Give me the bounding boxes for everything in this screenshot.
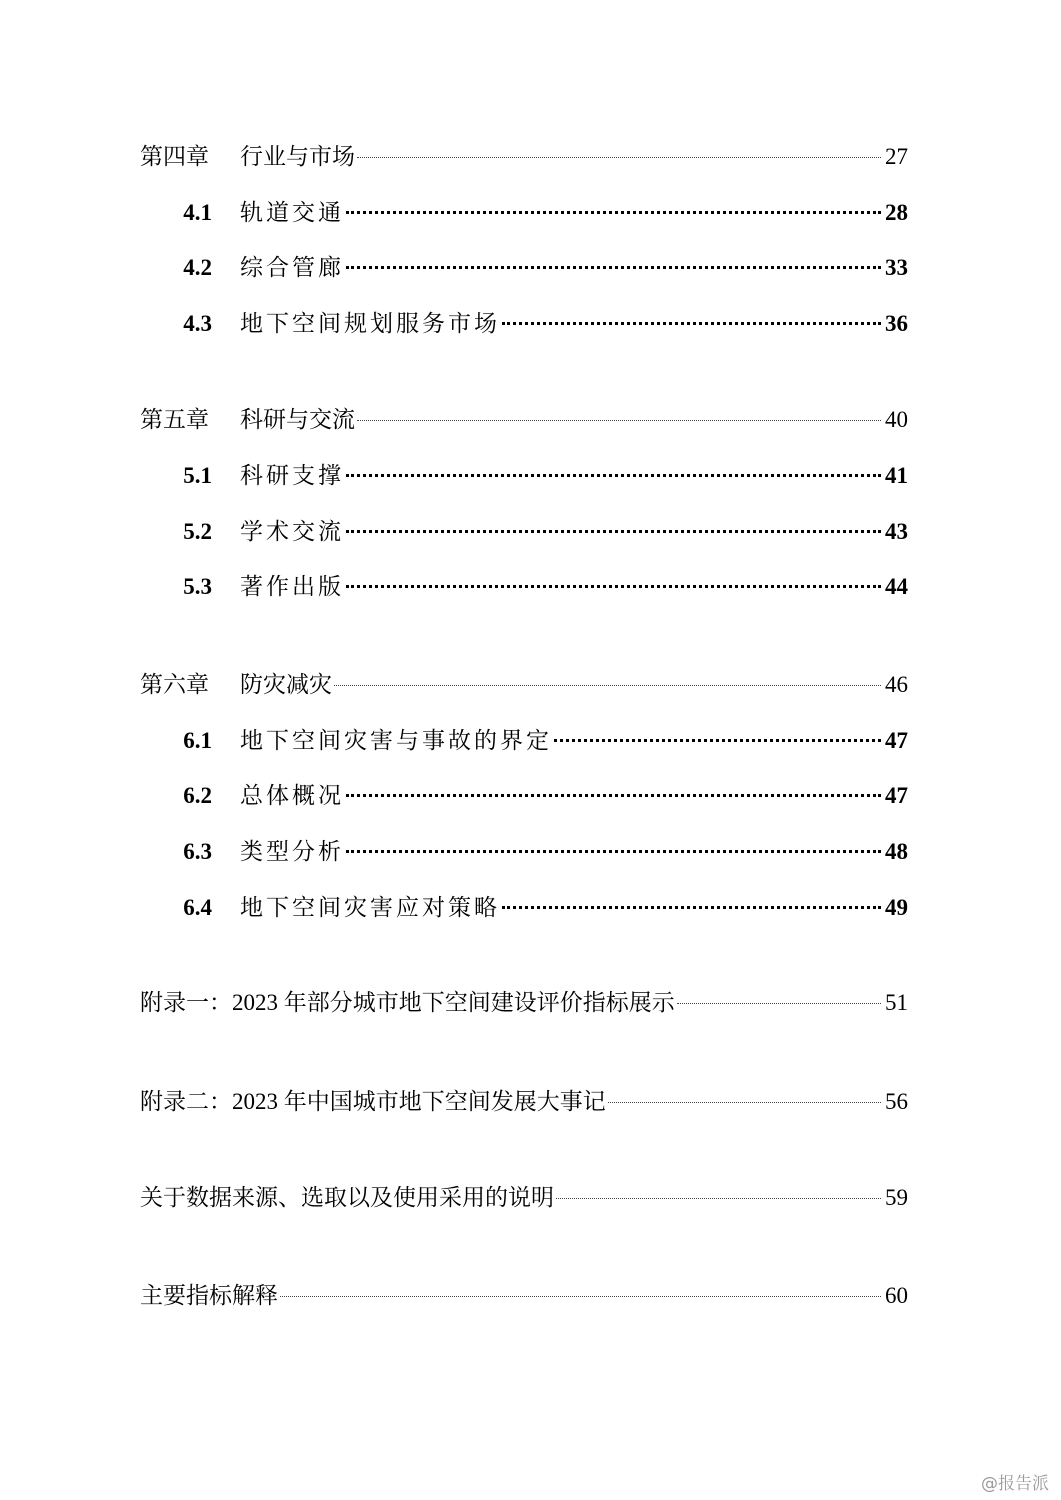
page-number: 43 <box>885 519 908 544</box>
section-title: 综合管廊 <box>240 255 344 280</box>
page-number: 33 <box>885 255 908 280</box>
page-number: 41 <box>885 463 908 488</box>
page-number: 51 <box>885 990 908 1015</box>
chapter-number: 第四章 <box>140 144 209 169</box>
dot-leader <box>502 906 881 909</box>
appendix-title: 附录一：2023 年部分城市地下空间建设评价指标展示 <box>140 990 675 1015</box>
dot-leader <box>677 1003 881 1004</box>
dot-leader <box>346 266 881 269</box>
toc-data-source-note[interactable] <box>140 1181 908 1215</box>
section-number: 6.3 <box>183 839 212 864</box>
page-number: 49 <box>885 895 908 920</box>
section-title: 总体概况 <box>240 783 344 808</box>
section-number: 6.4 <box>183 895 212 920</box>
section-number: 5.3 <box>183 574 212 599</box>
toc-chapter-5[interactable] <box>140 403 908 437</box>
toc-section-5-2[interactable] <box>140 515 908 549</box>
watermark: @报告派 <box>981 1474 1049 1494</box>
appendix-title: 附录二：2023 年中国城市地下空间发展大事记 <box>140 1089 606 1114</box>
dot-leader <box>357 157 881 158</box>
toc-glossary[interactable] <box>140 1279 908 1313</box>
section-title: 地下空间灾害应对策略 <box>240 895 500 920</box>
dot-leader <box>346 794 881 797</box>
toc-section-6-1[interactable] <box>140 724 908 758</box>
section-number: 4.1 <box>183 200 212 225</box>
section-title: 类型分析 <box>240 839 344 864</box>
page-number: 47 <box>885 783 908 808</box>
section-title: 著作出版 <box>240 574 344 599</box>
dot-leader <box>357 420 881 421</box>
toc-chapter-4[interactable] <box>140 140 908 174</box>
chapter-number: 第六章 <box>140 672 209 697</box>
section-title: 地下空间灾害与事故的界定 <box>240 728 552 753</box>
page-number: 28 <box>885 200 908 225</box>
toc-section-6-3[interactable] <box>140 835 908 869</box>
section-title: 科研支撑 <box>240 463 344 488</box>
toc-section-6-4[interactable] <box>140 891 908 925</box>
page-number: 27 <box>885 144 908 169</box>
dot-leader <box>556 1198 881 1199</box>
toc-appendix-1[interactable] <box>140 986 908 1020</box>
entry-title: 关于数据来源、选取以及使用采用的说明 <box>140 1185 554 1210</box>
section-number: 5.1 <box>183 463 212 488</box>
toc-section-6-2[interactable] <box>140 779 908 813</box>
dot-leader <box>280 1296 881 1297</box>
dot-leader <box>334 685 881 686</box>
dot-leader <box>346 585 881 588</box>
section-number: 6.2 <box>183 783 212 808</box>
section-number: 5.2 <box>183 519 212 544</box>
section-title: 学术交流 <box>240 519 344 544</box>
chapter-number: 第五章 <box>140 407 209 432</box>
entry-title: 主要指标解释 <box>140 1283 278 1308</box>
chapter-title: 科研与交流 <box>240 407 355 432</box>
section-number: 4.3 <box>183 311 212 336</box>
page-number: 56 <box>885 1089 908 1114</box>
page-number: 47 <box>885 728 908 753</box>
section-title: 地下空间规划服务市场 <box>240 311 500 336</box>
toc-section-5-3[interactable] <box>140 570 908 604</box>
dot-leader <box>608 1102 881 1103</box>
page-number: 59 <box>885 1185 908 1210</box>
section-number: 4.2 <box>183 255 212 280</box>
dot-leader <box>346 850 881 853</box>
dot-leader <box>554 739 881 742</box>
chapter-title: 防灾减灾 <box>240 672 332 697</box>
chapter-title: 行业与市场 <box>240 144 355 169</box>
toc-section-4-3[interactable] <box>140 307 908 341</box>
toc-section-4-2[interactable] <box>140 251 908 285</box>
section-title: 轨道交通 <box>240 200 344 225</box>
page-number: 46 <box>885 672 908 697</box>
toc-chapter-6[interactable] <box>140 668 908 702</box>
toc-section-4-1[interactable] <box>140 196 908 230</box>
dot-leader <box>346 474 881 477</box>
dot-leader <box>502 322 881 325</box>
section-number: 6.1 <box>183 728 212 753</box>
toc-appendix-2[interactable] <box>140 1085 908 1119</box>
page-number: 36 <box>885 311 908 336</box>
dot-leader <box>346 530 881 533</box>
page-number: 44 <box>885 574 908 599</box>
page-number: 60 <box>885 1283 908 1308</box>
dot-leader <box>346 211 881 214</box>
toc-section-5-1[interactable] <box>140 459 908 493</box>
page-number: 40 <box>885 407 908 432</box>
page-number: 48 <box>885 839 908 864</box>
